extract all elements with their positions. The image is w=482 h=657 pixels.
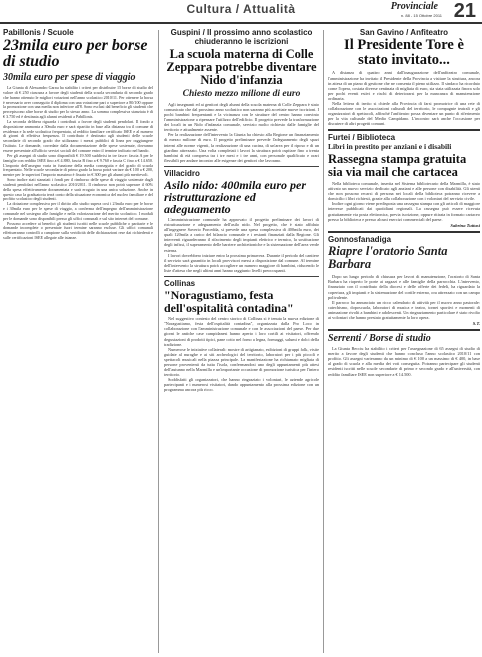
article-body — [164, 316, 319, 392]
paragraph: L'amministrazione comunale ha approvato il progetto preliminare dei lavori di ristrutturazione e adeguamento dell'asilo nido. Nel progetto, che è stato affidato all'ingegnere Saverio Porcedda, si prevede una spesa complessiva di 400mila euro, dei quali 120mila a carico del bilancio comunale e i restanti finanziati dalla Regione. Gli interventi riguarderanno il rifacimento degli impianti elettrico e termico, la sostituzione degli infissi, il superamento delle barriere architettoniche e la sistemazione dell'area verde esterna. — [164, 216, 319, 253]
paragraph: A distanza di quattro anni dall'inaugurazione dell'anfiteatro comunale, l'amministrazione ha invitato il Presidente della Provincia a visitare la struttura, ancora in attesa di un piano di gestione che ne consenta il pieno utilizzo. Il sindaco ha ricordato come l'opera, costata diverse centinaia di migliaia di euro, sia stata utilizzata finora solo per pochi eventi estivi e rischi di deteriorarsi per la mancanza di manutenzione ordinaria. — [328, 70, 480, 101]
issue-date: n. 88 - 15 Ottobre 2011 — [400, 13, 442, 18]
column-right — [328, 28, 480, 653]
author-signature: Sabrina Tuttusi — [450, 222, 480, 228]
article-separator — [328, 129, 480, 131]
article-body — [164, 217, 319, 273]
article-kicker: Gonnosfanadiga — [328, 234, 392, 244]
paragraph: La seconda delibera riguarda i contributi a favore degli studenti pendolari. Il fondo a disposizione ammonta a 30mila euro e sarà ripartito in base alla distanza tra il comune di residenza e la sede scolastica frequentata, al reddito familiare certificato ISEE e al numero di giorni di effettiva frequenza. Il contributo è destinato agli studenti delle scuole secondarie di secondo grado che utilizzano i mezzi pubblici di linea per raggiungere l'istituto. Le domande, corredate dalla documentazione delle spese sostenute, dovranno essere presentate all'ufficio servizi sociali del comune entro il termine indicato nel bando. — [3, 118, 153, 153]
paragraph: Il parroco ha annunciato un ricco calendario di attività per il nuovo anno pastorale: catechismo, doposcuola, laboratori di musica e teatro, tornei sportivi e momenti di animazione rivolti a bambini e adolescenti. Un ringraziamento particolare è stato rivolto ai volontari che hanno prestato gratuitamente la loro opera. — [328, 299, 480, 320]
article-kicker: Pabillonis / Scuole — [3, 28, 74, 37]
article-title: 23mila euro per borse di studio — [3, 37, 148, 70]
article-separator — [328, 329, 480, 331]
article-title: "Noragustiamo, festa dell'ospitalità contadina" — [164, 287, 294, 315]
paragraph: Soddisfatti gli organizzatori, che hanno ringraziato i volontari, le aziende agricole partecipanti e i numerosi visitatori, dando appuntamento alla prossima edizione con un programma ancora più ricco. — [164, 377, 319, 393]
paragraph: Dopo un lungo periodo di chiusura per lavori di manutenzione, l'oratorio di Santa Barbara ha riaperto le porte ai ragazzi e alle famiglie della parrocchia. L'intervento, finanziato con il contributo della diocesi e delle offerte dei fedeli, ha riguardato la copertura, gli impianti e la sistemazione del cortile esterno, ora attrezzato con un campo polivalente. — [328, 274, 480, 300]
article-subtitle: Libri in prestito per anziani e i disabili — [328, 142, 452, 152]
article-title: La scuola materna di Colle Zeppara potrebbe diventare Nido d'infanzia — [166, 47, 317, 88]
article-kicker: Guspini / Il prossimo anno scolastico chiuderanno le iscrizioni — [170, 28, 313, 46]
column-left — [3, 28, 153, 653]
article-subtitle: Chiesto mezzo milione di euro — [182, 89, 301, 100]
article-title: Il Presidente Tore è stato invitato... — [344, 37, 464, 69]
page-header — [0, 0, 482, 24]
newspaper-logo: Provinciale — [390, 1, 438, 12]
article-separator — [164, 166, 319, 167]
article-body — [328, 346, 480, 377]
article-separator — [328, 231, 480, 233]
paragraph: Possono accedere ai benefici gli studenti iscritti nelle scuole pubbliche o paritarie e le domande incomplete o presentate fuori termine saranno escluse. Gli uffici comunali effettueranno controlli a campione sulla veridicità delle dichiarazioni rese dai richiedenti e sulle certificazioni ISEE allegate alle istanze. — [3, 220, 153, 241]
paragraph: Per gli assegni di studio sono disponibili € 19.500 suddivisi in tre fasce: fascia A per le famiglie con reddito ISEE fino a € 4.880, fascia B fino a € 9.760 e fascia C fino a € 14.650. L'importo dell'assegno varia in funzione della media conseguita e del grado di scuola frequentato. Nelle scuole secondarie di primo grado la borsa potrà variare da € 100 a € 200, mentre per le superiori l'importo massimo è fissato in € 300 per gli alunni più meritevoli. — [3, 152, 153, 178]
article-title: Asilo nido: 400mila euro per ristrutturazione ed adeguamento — [164, 177, 307, 216]
section-title: Cultura / Attualità — [186, 2, 296, 16]
article-kicker: San Gavino / Anfiteatro — [359, 28, 449, 37]
article-body — [328, 181, 480, 222]
page-number: 21 — [453, 0, 476, 22]
paragraph: La Giunta Becciu ha stabilito i criteri per l'assegnazione di 65 assegni di studio di merito a favore degli studenti che hanno concluso l'anno scolastico 2010/11 con profitto. Gli assegni varieranno da un minimo di € 100 a un massimo di € 400, in base al grado di scuola e alla media dei voti conseguita. Potranno partecipare gli studenti residenti iscritti nelle scuole secondarie di primo e secondo grado e all'università, con reddito familiare ISEE non superiore a € 14.500. — [328, 346, 480, 377]
paragraph: Inoltre ogni giorno viene predisposta una rassegna stampa con gli articoli di maggiore interesse pubblicati dai quotidiani regionali. La rassegna può essere ricevuta gratuitamente via posta elettronica, previa iscrizione, oppure ritirata in formato cartaceo presso la biblioteca e presso alcuni esercizi commerciali del paese. — [328, 201, 480, 222]
paragraph: I lavori dovrebbero iniziare entro la prossima primavera. Durante il periodo del cantiere il servizio sarà garantito in locali provvisori messi a disposizione dal comune. Al termine dell'intervento la struttura potrà accogliere un numero maggiore di bambini, riducendo le liste d'attesa che negli ultimi anni hanno raggiunto livelli preoccupanti. — [164, 252, 319, 273]
article-title: Rassegna stampa gratuita sia via mail che cartacea — [328, 151, 467, 179]
article-title: Riapre l'oratorio Santa Barbara — [328, 243, 448, 272]
article-subtitle: 30mila euro per spese di viaggio — [3, 72, 136, 83]
paragraph: Agli insegnanti ed ai genitori degli alunni della scuola materna di Colle Zeppara è stato comunicato che dal prossimo anno scolastico non saranno più accettate nuove iscrizioni. I pochi bambini frequentanti e la vicinanza con le strutture del centro hanno convinto l'amministrazione a ripensare l'utilizzo dell'edificio. Il progetto prevede la trasformazione dei locali in un Nido d'infanzia comunale, servizio molto richiesto dalle famiglie del territorio e attualmente assente. — [164, 101, 319, 133]
article-body — [3, 86, 153, 241]
column-divider — [323, 30, 324, 653]
column-middle — [164, 28, 319, 653]
article-body — [328, 70, 480, 126]
article-body — [164, 102, 319, 163]
article-body — [328, 274, 480, 320]
paragraph: Nella biblioteca comunale, inserita nel Sistema bibliotecario della Marmilla, è stato attivato un nuovo servizio dedicato agli anziani e alle persone con disabilità. Gli utenti che non possono recarsi di persona nei locali della biblioteca potranno ricevere a domicilio i libri richiesti, grazie alla collaborazione con i volontari del servizio civile. — [328, 180, 480, 202]
paragraph: La dotazione complessiva per il diritto allo studio supera così i 23mila euro per le borse e i 30mila euro per le spese di viaggio, a conferma dell'impegno dell'amministrazione comunale nel sostegno alle famiglie e nella valorizzazione del merito scolastico. I moduli per le domande sono disponibili presso gli uffici comunali e sul sito internet del comune. — [3, 201, 153, 221]
article-title: Serrenti / Borse di studio — [328, 333, 431, 345]
paragraph: Nel suggestivo contesto del centro storico di Collinas si è tenuta la nuova edizione di "Noragustiamo, festa dell'ospitalità contadina", organizzata dalla Pro Loco in collaborazione con l'amministrazione comunale e con le associazioni del paese. Per due giorni le antiche case campidanesi hanno aperto i loro cortili ai visitatori, offrendo degustazioni di prodotti tipici, pane cotto nel forno a legna, formaggi, salumi e dolci della tradizione. — [164, 316, 319, 347]
author-signature: S.T. — [472, 321, 480, 327]
paragraph: Numerose le iniziative collaterali: mostre di artigianato, esibizioni di gruppi folk, visite guidate al nuraghe e ai siti archeologici del territorio, laboratori per i più piccoli e spettacoli musicali nella piazza principale. La manifestazione ha richiamato migliaia di persone provenienti da tutta l'isola, confermandosi uno degli appuntamenti più attesi dell'autunno nella Marmilla e un'importante occasione di promozione turistica per l'intero territorio. — [164, 346, 319, 378]
article-kicker: Furtei / Biblioteca — [328, 133, 396, 143]
article-kicker: Villacidro — [164, 168, 200, 178]
paragraph: Sono inoltre stati stanziati i fondi per il rimborso delle spese di viaggio sostenute dagli studenti pendolari nell'anno scolastico 2010/2011. Il rimborso non potrà superare il 60% della spesa effettivamente documentata e sarà erogato in una unica soluzione. Anche in questo caso la graduatoria terrà conto della situazione economica del nucleo familiare e del profitto scolastico degli studenti. — [3, 177, 153, 202]
paragraph: Per la realizzazione dell'intervento la Giunta ha chiesto alla Regione un finanziamento di mezzo milione di euro. Il progetto preliminare prevede l'adeguamento degli spazi interni alle norme vigenti, la realizzazione di una cucina, di un'area per il riposo e di un giardino attrezzato. Una volta completati i lavori la struttura potrà ospitare fino a trenta bambini di età compresa tra i tre mesi e i tre anni, con personale qualificato e orari flessibili per andare incontro alle esigenze dei genitori che lavorano. — [164, 132, 319, 163]
article-kicker: Collinas — [164, 278, 196, 288]
column-divider — [158, 30, 159, 653]
paragraph: Nella lettera di invito si chiede alla Provincia di farsi promotrice di una rete di collaborazione con le associazioni culturali del territorio, le compagnie teatrali e gli organizzatori di spettacoli, affinché l'anfiteatro possa diventare un punto di riferimento per la vita culturale del Medio Campidano. L'incontro sarà anche l'occasione per discutere di altri progetti comuni. — [328, 101, 480, 127]
article-separator — [164, 276, 319, 277]
paragraph: La Giunta di Alessandro Garau ha stabilito i criteri per distribuire 15 borse di studio del valore di € 250 ciascuna a favore degli studenti della scuola secondaria di secondo grado che hanno ottenuto le migliori votazioni nell'anno scolastico 2010/11. Per ottenere la borsa è necessario aver conseguito il diploma con una votazione pari o superiore a 80/100 oppure la promozione con una media non inferiore all'8. Sono esclusi dal beneficio gli studenti che percepiscono altre borse di studio per lo stesso anno. La somma complessiva stanziata è di € 3.750 ed è destinata agli alunni residenti a Pabillonis. — [3, 85, 153, 120]
